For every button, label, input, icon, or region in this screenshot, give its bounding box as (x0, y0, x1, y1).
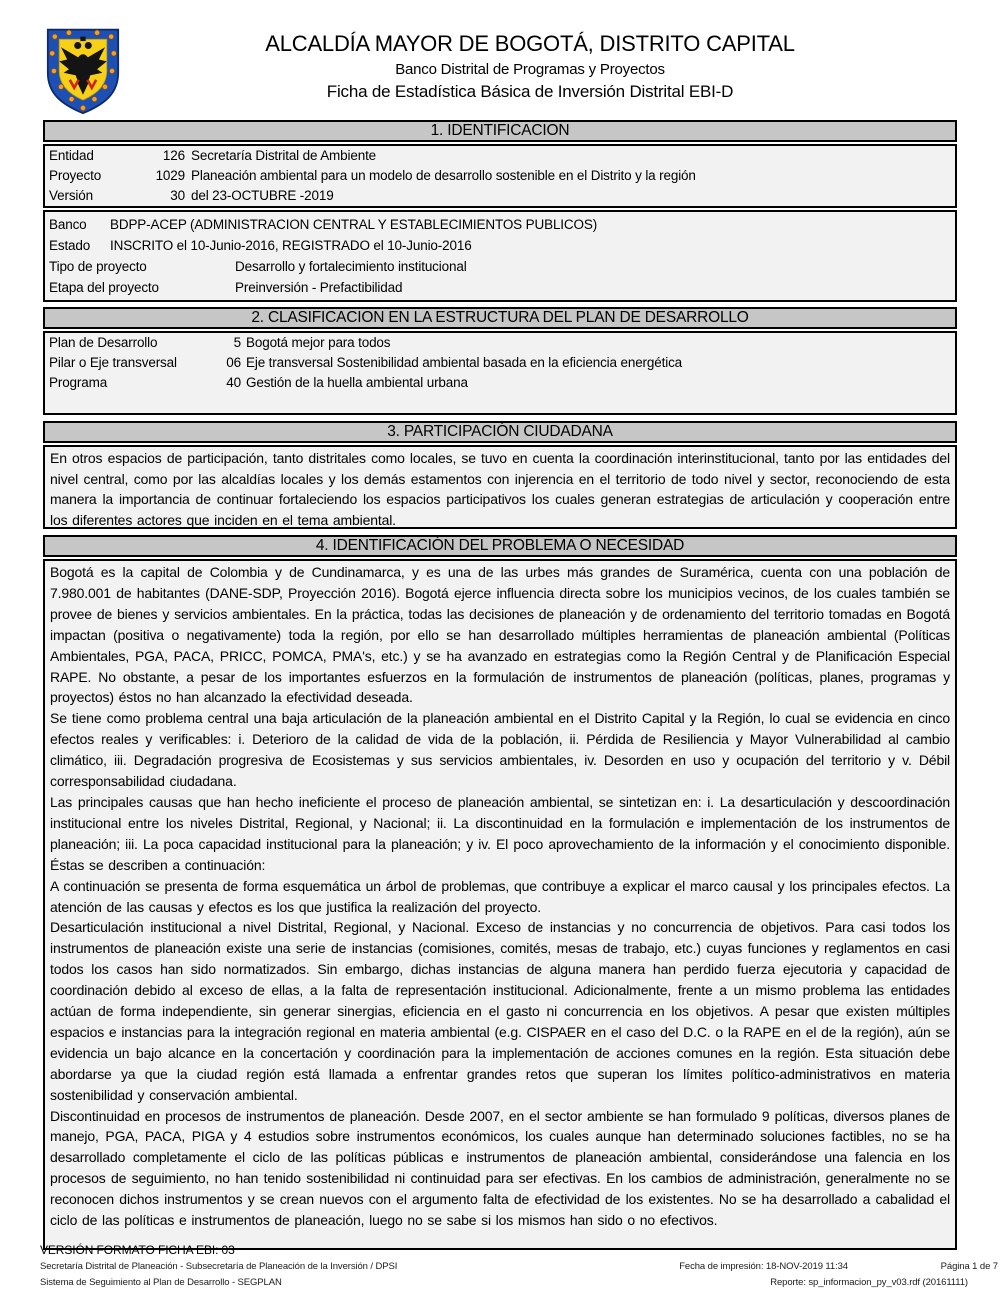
field-value: Bogotá mejor para todos (246, 335, 391, 350)
clasificacion-box (43, 331, 957, 415)
footer-page-number: Página 1 de 7 (940, 1261, 998, 1272)
section-1-header: 1. IDENTIFICACION (43, 120, 957, 142)
field-label: Estado (49, 238, 91, 253)
field-label: Entidad (49, 148, 94, 163)
field-label: Banco (49, 217, 87, 232)
field-value: del 23-OCTUBRE -2019 (191, 188, 334, 203)
row-entidad (45, 146, 955, 166)
row-etapa-del-proyecto (45, 277, 955, 298)
field-value: BDPP-ACEP (ADMINISTRACION CENTRAL Y ESTABLECIMIENTOS PUBLICOS) (110, 217, 598, 232)
problema-paragraph: Las principales causas que han hecho ineficiente el proceso de planeación ambiental, se sintetizan en: i. La desarticulación y descoordinación institucional entre los niveles Distrital, Regional, y Nacional; ii. La discontinuidad en la formulación e implementación de los instrumentos de planeación; iii. La poca capacidad institucional para la planeación; y iv. El poco aprovechamiento de la información y el conocimiento disponible. Éstas se describen a continuación: (50, 793, 950, 873)
field-value: Secretaría Distrital de Ambiente (191, 148, 377, 163)
problema-box (43, 559, 957, 1250)
participacion-box (43, 445, 957, 529)
row-pilar-o-eje-transversal (45, 353, 955, 373)
doc-header (70, 31, 990, 102)
field-code: 126 (162, 148, 185, 163)
problema-paragraph: A continuación se presenta de forma esquemática un árbol de problemas, que contribuye a explicar el marco causal y los principales efectos. La atención de las causas y efectos es los que justifica la realización del proyecto. (50, 877, 950, 915)
field-label: Programa (49, 375, 108, 390)
document-body (43, 120, 957, 1250)
footer-print-date: Fecha de impresión: 18-NOV-2019 11:34 (679, 1261, 848, 1272)
problema-paragraph: Bogotá es la capital de Colombia y de Cundinamarca, y es una de las urbes más grandes de Suramérica, cuenta con una población de 7.980.001 de habitantes (DANE-SDP, Proyección 2016). Bogotá ejerce influencia directa sobre los municipios vecinos, de los cuales también se provee de bienes y servicios ambientales. En la práctica, todas las decisiones de planeación y de ordenamiento del territorio tomadas en Bogotá impactan (positiva o negativamente) toda la región, por ello se han desarrollado múltiples herramientas de planeación ambiental (Políticas Ambientales, PGA, PACA, PRICC, POMCA, PMA's, etc.) y se ha avanzado en estrategias como la Región Central y de Planificación Especial RAPE. No obstante, a pesar de los importantes esfuerzos en la formulación de instrumentos de planeación (políticas, planes, programas y proyectos) éstos no han alcanzado la efectividad deseada. (50, 564, 950, 706)
section-3-header: 3. PARTICIPACIÓN CIUDADANA (43, 421, 957, 443)
identificacion-info-box (43, 210, 957, 302)
row-programa (45, 373, 955, 393)
problema-paragraph: Desarticulación institucional a nivel Distrital, Regional, y Nacional. Exceso de instancias y no concurrencia de objetivos. Para casi todos los instrumentos de planeación existe una serie de instancias (comisiones, comités, mesas de trabajo, etc.) cuyas funciones y reglamentos en casi todos los casos han sido normatizados. Sin embargo, dichas instancias de alguna manera han perdido fuerza ejecutoria y capacidad de coordinación debido al exceso de ellas, a la falta de representación institucional. Adicionalmente, frente a un mismo problema las entidades actúan de forma independiente, sin generar sinergias, eficiencia en el gasto ni concurrencia en los objetivos. A pesar que existen múltiples espacios e instancias para la integración regional en materia ambiental (e.g. CISPAER en el caso del D.C. o la RAPE en el de la región), aún se evidencia un bajo alcance en la concertación y coordinación para la implementación de acciones comunes en la región. Esta situación debe abordarse ya que la ciudad región está llamada a enfrentar grandes retos que superan los límites político-administrativos en materia sostenibilidad y conservación ambiental. (50, 919, 950, 1103)
page-title: ALCALDÍA MAYOR DE BOGOTÁ, DISTRITO CAPITAL (265, 31, 795, 56)
identificacion-fields-box (43, 144, 957, 208)
row-banco (45, 214, 955, 235)
footer-report-id: Reporte: sp_informacion_py_v03.rdf (20161111) (770, 1277, 968, 1288)
page-subtitle: Banco Distrital de Programas y Proyectos (395, 61, 665, 78)
field-label: Plan de Desarrollo (49, 335, 158, 350)
field-value: Eje transversal Sostenibilidad ambiental basada en la eficiencia energética (246, 355, 683, 370)
section-2-header: 2. CLASIFICACION EN LA ESTRUCTURA DEL PLAN DE DESARROLLO (43, 307, 957, 329)
doc-type-title: Ficha de Estadística Básica de Inversión Distrital EBI-D (326, 82, 734, 101)
field-value: Desarrollo y fortalecimiento institucional (235, 259, 467, 274)
footer-row-2 (40, 1277, 998, 1288)
field-value: INSCRITO el 10-Junio-2016, REGISTRADO el 10-Junio-2016 (110, 238, 472, 253)
row-tipo-de-proyecto (45, 256, 955, 277)
field-label: Etapa del proyecto (49, 280, 159, 295)
row-plan-de-desarrollo (45, 333, 955, 353)
field-value: Planeación ambiental para un modelo de desarrollo sostenible en el Distrito y la región (191, 168, 696, 183)
field-code: 30 (170, 188, 185, 203)
footer-left-entity: Secretaría Distrital de Planeación - Subsecretaría de Planeación de la Inversión / DPSI (40, 1261, 398, 1272)
field-code: 06 (226, 355, 241, 370)
row-version (45, 186, 955, 206)
row-proyecto (45, 166, 955, 186)
field-label: Proyecto (49, 168, 102, 183)
footer-left-system: Sistema de Seguimiento al Plan de Desarrollo - SEGPLAN (40, 1277, 282, 1288)
field-label: Pilar o Eje transversal (49, 355, 177, 370)
footer-version: VERSIÓN FORMATO FICHA EBI: 03 (40, 1243, 235, 1257)
field-value: Gestión de la huella ambiental urbana (246, 375, 468, 390)
section-4-header: 4. IDENTIFICACIÓN DEL PROBLEMA O NECESIDAD (43, 535, 957, 557)
field-label: Tipo de proyecto (49, 259, 147, 274)
field-code: 40 (226, 375, 241, 390)
participacion-text: En otros espacios de participación, tanto distritales como locales, se tuvo en cuenta la coordinación interinstitucional, tanto por las entidades del nivel central, como por las alcaldías locales y los demás estamentos con injerencia en el territorio de todo nivel y sector, reconociendo de esta manera la importancia de continuar fortaleciendo los espacios participativos los cuales generan estrategias de articulación y cooperación entre los diferentes actores que inciden en el tema ambiental. (50, 450, 950, 528)
field-code: 5 (233, 335, 241, 350)
row-estado (45, 235, 955, 256)
problema-paragraph: Se tiene como problema central una baja articulación de la planeación ambiental en el Distrito Capital y la Región, lo cual se evidencia en cinco efectos reales y verificables: i. Deterioro de la calidad de vida de la población, ii. Pérdida de Resiliencia y Mayor Vulnerabilidad al cambio climático, iii. Degradación progresiva de Ecosistemas y sus servicios ambientales, iv. Desorden en uso y ocupación del territorio y v. Débil corresponsabilidad ciudadana. (50, 710, 950, 790)
field-code: 1029 (155, 168, 185, 183)
field-value: Preinversión - Prefactibilidad (235, 280, 403, 295)
field-label: Versión (49, 188, 93, 203)
footer-row-1 (40, 1261, 998, 1272)
problema-paragraph: Discontinuidad en procesos de instrumentos de planeación. Desde 2007, en el sector ambiente se han formulado 9 políticas, diversos planes de manejo, PGA, PACA, PIGA y 4 estudios sobre instrumentos económicos, los cuales aunque han determinado soluciones factibles, no se ha desarrollado completamente el ciclo de las políticas públicas e instrumentos de planeación ambiental, considerándose una falencia en los procesos de seguimiento, no han tenido sostenibilidad ni continuidad para ser efectivas. En los cambios de administración, generalmente no se reconocen dichos instrumentos y se crean nuevos con el argumento falta de efectividad de los existentes. No se ha desarrollado a cabalidad el ciclo de las políticas e instrumentos de planeación, luego no se sabe si los mismos han sido o no efectivos. (50, 1107, 950, 1229)
